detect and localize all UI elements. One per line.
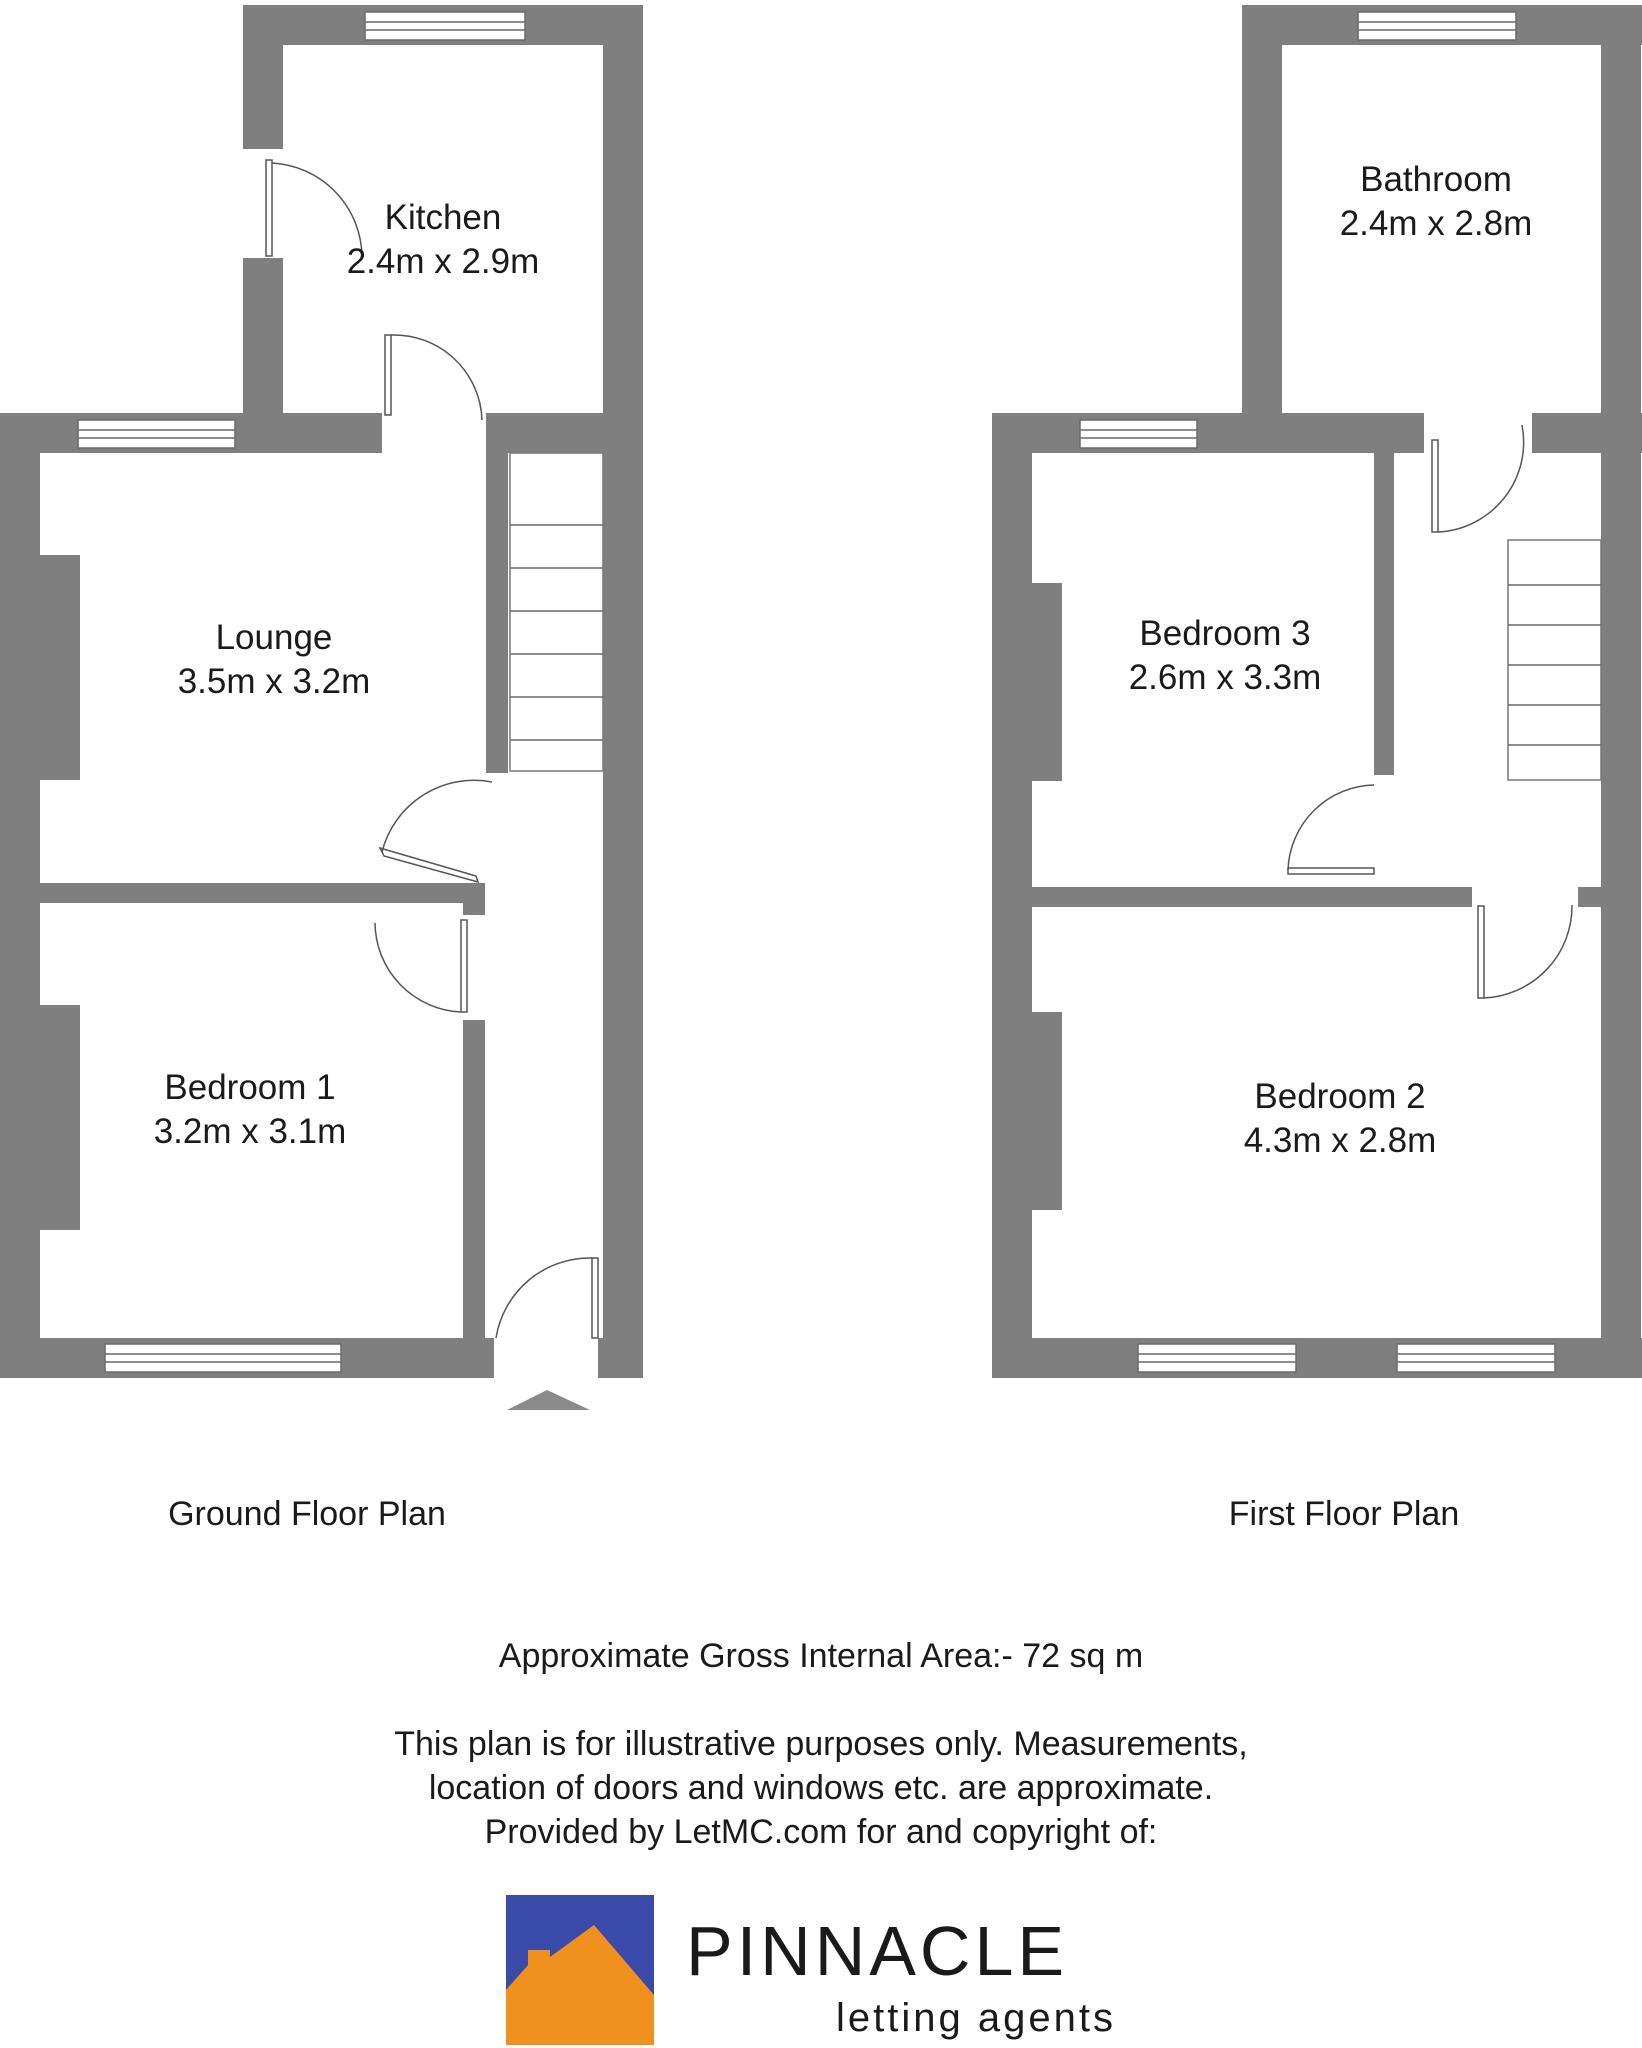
wall <box>1601 5 1641 417</box>
room-name-bedroom-1: Bedroom 1 <box>164 1068 336 1107</box>
room-name-lounge: Lounge <box>215 618 333 657</box>
chimney-breast <box>40 555 80 780</box>
door <box>496 1258 598 1338</box>
logo-tagline: letting agents <box>836 1996 1116 2040</box>
chimney-breast <box>1032 583 1062 781</box>
window <box>78 420 235 448</box>
wall <box>463 1020 485 1338</box>
door <box>1288 785 1374 874</box>
wall <box>992 413 1424 453</box>
disclaimer-line: location of doors and windows etc. are approximate. <box>428 1769 1214 1807</box>
disclaimer-line: This plan is for illustrative purposes only. Measurements, <box>394 1725 1248 1763</box>
wall <box>1242 5 1282 417</box>
room-name-bedroom-3: Bedroom 3 <box>1139 614 1311 653</box>
wall <box>463 883 485 915</box>
first-floor-title: First Floor Plan <box>1228 1495 1460 1533</box>
window <box>365 12 525 40</box>
room-size-bedroom-1: 3.2m x 3.1m <box>153 1112 347 1151</box>
wall <box>1601 413 1641 1378</box>
disclaimer-line: Provided by LetMC.com for and copyright of: <box>484 1813 1158 1851</box>
window <box>1138 1344 1296 1372</box>
wall <box>992 413 1032 1378</box>
room-name-kitchen: Kitchen <box>384 198 502 237</box>
door <box>1432 425 1524 532</box>
room-size-bedroom-2: 4.3m x 2.8m <box>1243 1121 1437 1160</box>
room-size-bedroom-3: 2.6m x 3.3m <box>1128 658 1322 697</box>
wall <box>598 1338 643 1378</box>
window <box>1397 1344 1555 1372</box>
wall <box>40 883 472 903</box>
room-name-bedroom-2: Bedroom 2 <box>1254 1077 1426 1116</box>
chimney-breast <box>40 1005 80 1230</box>
door <box>385 335 482 420</box>
chimney-breast <box>1032 1012 1062 1210</box>
room-size-lounge: 3.5m x 3.2m <box>177 662 371 701</box>
first-floor-plan <box>992 5 1642 1533</box>
ground-floor-title: Ground Floor Plan <box>168 1495 446 1533</box>
room-size-kitchen: 2.4m x 2.9m <box>346 242 540 281</box>
wall <box>1032 887 1472 907</box>
wall <box>1578 887 1601 907</box>
logo-name: PINNACLE <box>686 1912 1069 1990</box>
room-size-bathroom: 2.4m x 2.8m <box>1339 204 1533 243</box>
wall <box>486 453 508 773</box>
window <box>1080 420 1197 448</box>
door <box>375 920 467 1012</box>
window <box>1358 12 1516 40</box>
wall <box>243 258 283 418</box>
entrance-arrow <box>507 1390 590 1410</box>
wall <box>1374 453 1394 775</box>
ground-floor-plan <box>0 5 643 1533</box>
staircase <box>510 453 603 771</box>
wall <box>603 5 643 417</box>
staircase <box>1508 540 1601 780</box>
disclaimer <box>0 1722 1642 1854</box>
wall <box>0 413 40 1378</box>
room-name-bathroom: Bathroom <box>1360 160 1512 199</box>
window <box>105 1344 341 1372</box>
gross-internal-area: Approximate Gross Internal Area:- 72 sq m <box>498 1637 1144 1675</box>
pinnacle-logo <box>506 1895 1156 2045</box>
wall <box>603 413 643 1378</box>
door <box>1478 905 1572 998</box>
door <box>380 780 492 882</box>
